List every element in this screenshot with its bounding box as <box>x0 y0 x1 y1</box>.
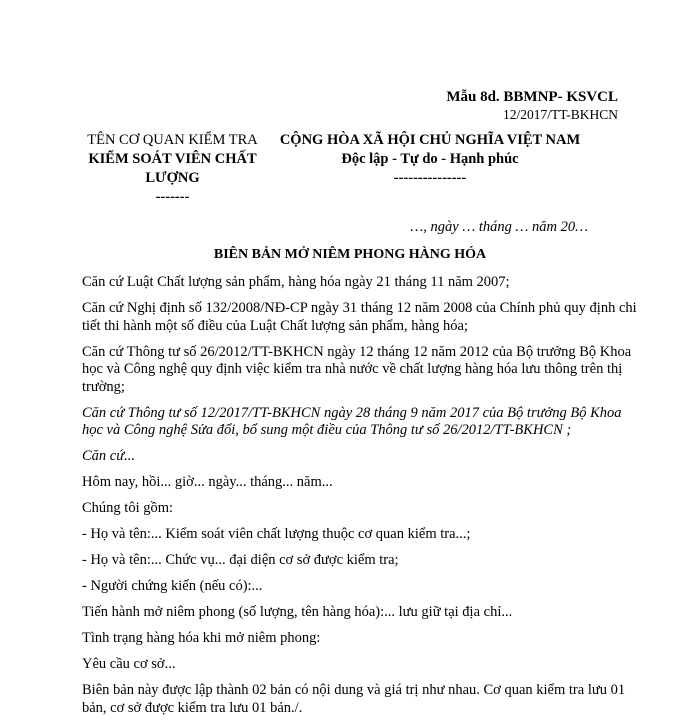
paragraph: Tiến hành mở niêm phong (số lượng, tên hàng hóa):... lưu giữ tại địa chỉ... <box>82 604 513 620</box>
republic-name: CỘNG HÒA XÃ HỘI CHỦ NGHĨA VIỆT NAM <box>279 132 581 148</box>
form-reference: 12/2017/TT-BKHCN <box>502 107 618 122</box>
paragraph-italic: Căn cứ... <box>82 448 136 464</box>
paragraph: Căn cứ Nghị định số 132/2008/NĐ-CP ngày 31 tháng 12 năm 2008 của Chính phủ quy định chi tiết thi hành một số điều của Luật Chất lượng sản phẩm, hàng hóa; <box>82 300 637 334</box>
document-body <box>82 274 642 726</box>
paragraph: - Họ và tên:... Chức vụ... đại diện cơ sở được kiểm tra; <box>82 552 399 568</box>
paragraph-italic: Căn cứ Thông tư số 12/2017/TT-BKHCN ngày 28 tháng 9 năm 2017 của Bộ trưởng Bộ Khoa học và Công nghệ Sửa đổi, bổ sung một điều của Thông tư số 26/2012/TT-BKHCN ; <box>82 404 622 438</box>
paragraph: Tình trạng hàng hóa khi mở niêm phong: <box>82 630 321 646</box>
agency-block <box>60 131 285 207</box>
agency-line-1: TÊN CƠ QUAN KIỂM TRA <box>87 132 258 148</box>
paragraph: Chúng tôi gồm: <box>82 500 174 516</box>
paragraph: Căn cứ Thông tư số 26/2012/TT-BKHCN ngày 12 tháng 12 năm 2012 của Bộ trưởng Bộ Khoa học và Công nghệ quy định việc kiểm tra nhà nước về chất lượng hàng hóa lưu thông trên thị trường; <box>82 343 632 395</box>
document-title: BIÊN BẢN MỞ NIÊM PHONG HÀNG HÓA <box>213 247 487 262</box>
form-code: Mẫu 8d. BBMNP- KSVCL <box>446 89 618 105</box>
paragraph: Biên bản này được lập thành 02 bản có nội dung và giá trị như nhau. Cơ quan kiểm tra lưu 01 bản, cơ sở được kiểm tra lưu 01 bản./. <box>82 682 626 716</box>
agency-line-2: KIỂM SOÁT VIÊN CHẤT <box>88 151 257 167</box>
paragraph: - Người chứng kiến (nếu có):... <box>82 578 263 594</box>
paragraph: - Họ và tên:... Kiểm soát viên chất lượng thuộc cơ quan kiểm tra...; <box>82 526 471 542</box>
national-header <box>270 131 590 188</box>
paragraph: Hôm nay, hồi... giờ... ngày... tháng... năm... <box>82 474 333 490</box>
motto-divider: --------------- <box>393 170 467 186</box>
paragraph: Căn cứ Luật Chất lượng sản phẩm, hàng hóa ngày 21 tháng 11 năm 2007; <box>82 274 510 290</box>
date-line: …, ngày … tháng … năm 20… <box>410 219 588 235</box>
agency-divider: ------- <box>155 189 190 205</box>
paragraph: Yêu cầu cơ sở... <box>82 656 176 672</box>
national-motto: Độc lập - Tự do - Hạnh phúc <box>341 151 519 167</box>
agency-line-3: LƯỢNG <box>145 170 200 186</box>
